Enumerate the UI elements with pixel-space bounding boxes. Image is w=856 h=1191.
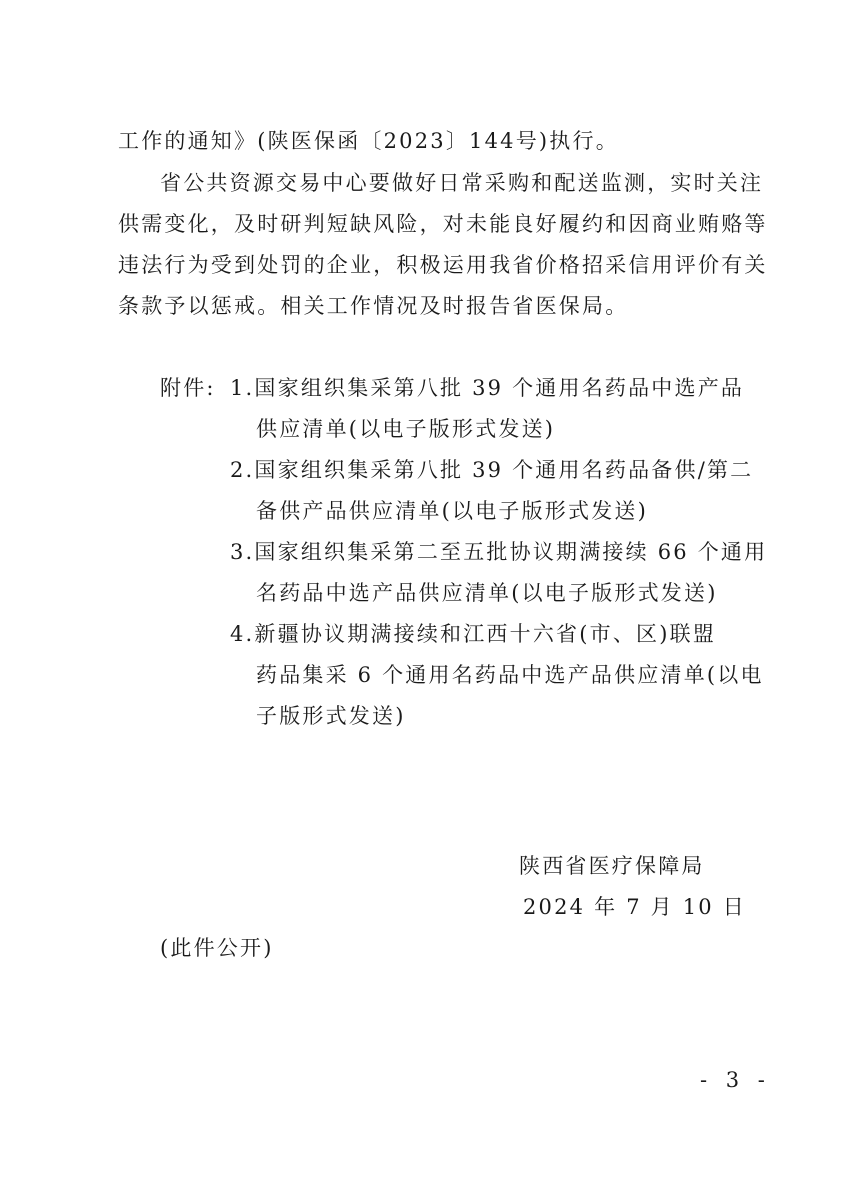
page-number: - 3 -: [700, 1068, 771, 1092]
attachment-item-3-line: 名药品中选产品供应清单(以电子版形式发送): [256, 581, 718, 605]
public-note: (此件公开): [160, 936, 274, 960]
attachment-item-2-line: 2.国家组织集采第八批 39 个通用名药品备供/第二: [230, 458, 754, 482]
attachment-item-4-line: 药品集采 6 个通用名药品中选产品供应清单(以电: [256, 663, 764, 687]
attachment-item-4-line: 子版形式发送): [256, 704, 406, 728]
signature-organization: 陕西省医疗保障局: [519, 854, 705, 878]
body-first-line: 工作的通知》(陕医保函〔2023〕144号)执行。: [118, 129, 619, 153]
attachment-item-4-line: 4.新疆协议期满接续和江西十六省(市、区)联盟: [230, 622, 717, 646]
attachment-item-1-line: 1.国家组织集采第八批 39 个通用名药品中选产品: [230, 376, 745, 400]
paragraph-line: 供需变化，及时研判短缺风险，对未能良好履约和因商业贿赂等: [118, 212, 768, 236]
attachment-item-1-line: 供应清单(以电子版形式发送): [256, 417, 556, 441]
attachment-item-3-line: 3.国家组织集采第二至五批协议期满接续 66 个通用: [230, 540, 768, 564]
paragraph-line: 省公共资源交易中心要做好日常采购和配送监测，实时关注: [160, 171, 764, 195]
attachment-item-2-line: 备供产品供应清单(以电子版形式发送): [256, 499, 648, 523]
paragraph-line: 条款予以惩戒。相关工作情况及时报告省医保局。: [118, 294, 629, 318]
paragraph-line: 违法行为受到处罚的企业，积极运用我省价格招采信用评价有关: [118, 253, 768, 277]
signature-date: 2024 年 7 月 10 日: [523, 895, 746, 919]
attachments-label: 附件:: [160, 376, 216, 400]
